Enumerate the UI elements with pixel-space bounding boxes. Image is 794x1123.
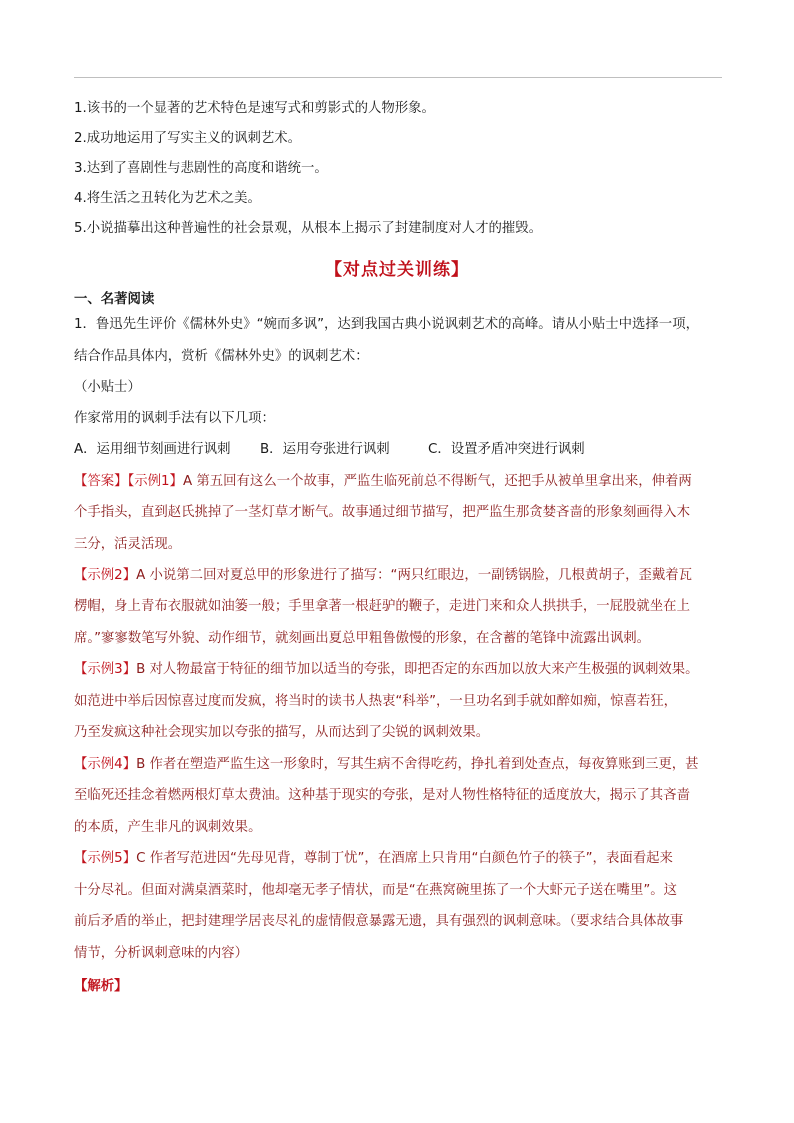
example-2-tag: 【示例2】 [74, 568, 137, 583]
example-5-tag: 【示例5】 [74, 851, 137, 866]
question-line-1: 1．鲁迅先生评价《儒林外史》“婉而多讽”，达到我国古典小说讽刺艺术的高峰。请从小贴士中选择一项， [74, 317, 699, 332]
answer-example-4-line-3: 的本质，产生非凡的讽刺效果。 [74, 820, 262, 835]
intro-point-1: 1.该书的一个显著的艺术特色是速写式和剪影式的人物形象。 [74, 101, 435, 116]
answer-example-1-line-1: 【答案】【示例1】A 第五回有这么一个故事，严监生临死前总不得断气，还把手从被单里拿出来，伸着两 [74, 474, 692, 489]
options-row [74, 440, 585, 460]
answer-example-5-line-1: 【示例5】C 作者写范进因“先母见背，尊制丁忧”，在酒席上只肯用“白颜色竹子的筷子”，表面看起来 [74, 851, 673, 866]
option-b: B．运用夸张进行讽刺 [260, 442, 390, 457]
analysis-label: 【解析】 [74, 979, 128, 994]
tip-title: （小贴士） [74, 380, 141, 395]
option-a: A．运用细节刻画进行讽刺 [74, 442, 231, 457]
answer-example-3-line-1: 【示例3】B 对人物最富于特征的细节加以适当的夸张，即把否定的东西加以放大来产生极强的讽刺效果。 [74, 662, 699, 677]
answer-example-1-line-2: 个手指头，直到赵氏挑掉了一茎灯草才断气。故事通过细节描写，把严监生那贪婪吝啬的形象刻画得入木 [74, 505, 690, 520]
answer-example-5-line-4: 情节，分析讽刺意味的内容） [74, 946, 249, 961]
answer-example-4-line-1: 【示例4】B 作者在塑造严监生这一形象时，写其生病不舍得吃药，挣扎着到处查点，每夜算账到三更，甚 [74, 757, 699, 772]
example-4-tag: 【示例4】 [74, 757, 137, 772]
example-1-tag: 【示例1】 [127, 474, 183, 489]
intro-point-4: 4.将生活之丑转化为艺术之美。 [74, 191, 261, 206]
answer-example-5-line-2: 十分尽礼。但面对满桌酒菜时，他却毫无孝子情状，而是“在燕窝碗里拣了一个大虾元子送在嘴里”。这 [74, 883, 678, 898]
answer-example-2-line-1: 【示例2】A 小说第二回对夏总甲的形象进行了描写：“两只红眼边，一副锈锅脸，几根黄胡子，歪戴着瓦 [74, 568, 693, 583]
header-rule [74, 77, 722, 78]
tip-intro: 作家常用的讽刺手法有以下几项： [74, 411, 275, 426]
intro-point-3: 3.达到了喜剧性与悲剧性的高度和谐统一。 [74, 161, 328, 176]
option-c: C．设置矛盾冲突进行讽刺 [428, 442, 585, 457]
answer-example-5-line-3: 前后矛盾的举止，把封建理学居丧尽礼的虚情假意暴露无遗，具有强烈的讽刺意味。（要求结合具体故事 [74, 914, 684, 929]
intro-point-5: 5.小说描摹出这种普遍性的社会景观，从根本上揭示了封建制度对人才的摧毁。 [74, 221, 543, 236]
example-3-tag: 【示例3】 [74, 662, 137, 677]
answer-example-4-line-2: 至临死还挂念着燃两根灯草太费油。这种基于现实的夸张，是对人物性格特征的适度放大，揭示了其吝啬 [74, 788, 690, 803]
section-title: 【对点过关训练】 [325, 260, 469, 280]
answer-example-2-line-3: 席。”寥寥数笔写外貌、动作细节，就刻画出夏总甲粗鲁傲慢的形象，在含蓄的笔锋中流露出讽刺。 [74, 631, 651, 646]
subsection-heading: 一、名著阅读 [74, 292, 155, 307]
intro-point-2: 2.成功地运用了写实主义的讽刺艺术。 [74, 131, 302, 146]
answer-label: 【答案】 [74, 474, 128, 489]
answer-example-1-line-3: 三分，活灵活现。 [74, 537, 182, 552]
answer-example-3-line-3: 乃至发疯这种社会现实加以夸张的描写，从而达到了尖锐的讽刺效果。 [74, 725, 490, 740]
answer-example-3-line-2: 如范进中举后因惊喜过度而发疯，将当时的读书人热衷“科举”，一旦功名到手就如醉如痴，惊喜若狂， [74, 694, 678, 709]
answer-example-2-line-2: 楞帽，身上青布衣服就如油篓一般；手里拿著一根赶驴的鞭子，走进门来和众人拱拱手，一屁股就坐在上 [74, 599, 690, 614]
question-line-2: 结合作品具体内，赏析《儒林外史》的讽刺艺术： [74, 349, 369, 364]
